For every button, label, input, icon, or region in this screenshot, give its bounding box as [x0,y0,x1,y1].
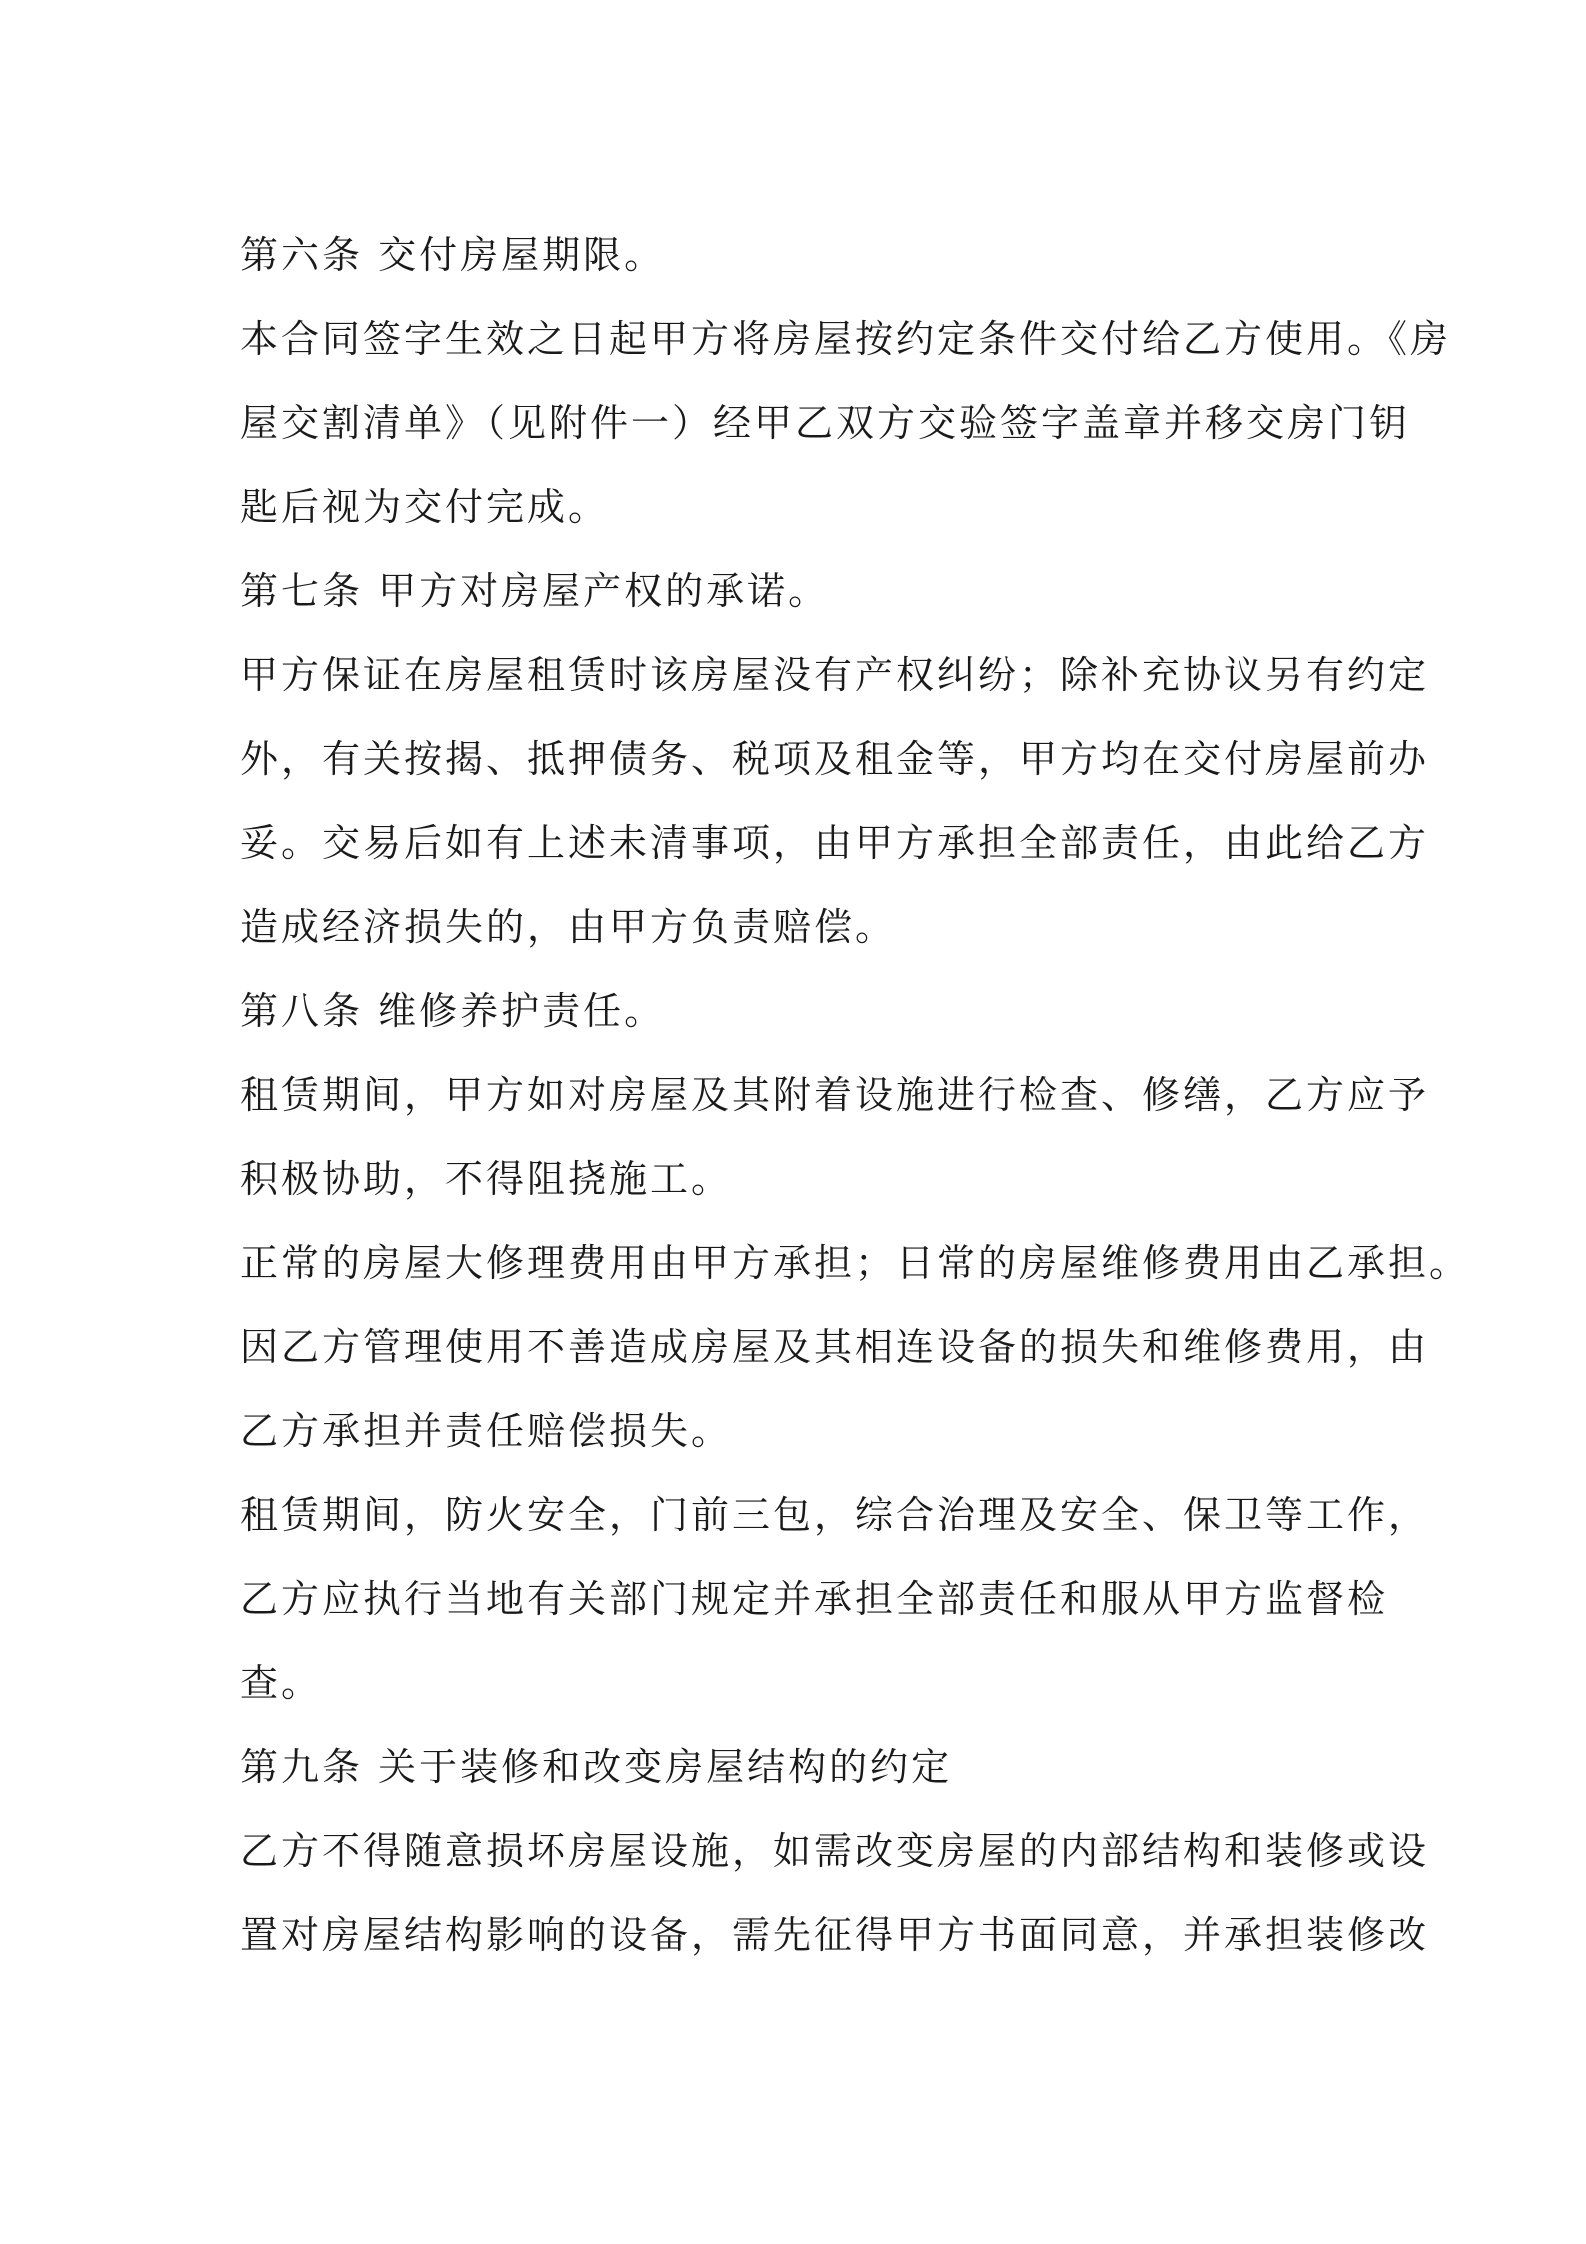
article-8-text-line-5: 乙方承担并责任赔偿损失。 [240,1409,733,1453]
article-6-text-line-1: 本合同签字生效之日起甲方将房屋按约定条件交付给乙方使用。《房 [240,317,1452,361]
article-8-text-line-4: 因乙方管理使用不善造成房屋及其相连设备的损失和维修费用，由 [240,1325,1430,1369]
article-8-text-line-7: 乙方应执行当地有关部门规定并承担全部责任和服从甲方监督检 [240,1577,1389,1621]
article-9-text-line-2: 置对房屋结构影响的设备，需先征得甲方书面同意，并承担装修改 [240,1913,1430,1957]
article-6-text-line-3: 匙后视为交付完成。 [240,485,610,529]
article-9-heading: 第九条 关于装修和改变房屋结构的约定 [240,1745,953,1789]
article-8-text-line-1: 租赁期间，甲方如对房屋及其附着设施进行检查、修缮，乙方应予 [240,1073,1430,1117]
article-8-text-line-3: 正常的房屋大修理费用由甲方承担；日常的房屋维修费用由乙承担。 [240,1241,1471,1285]
article-7-text-line-2: 外，有关按揭、抵押债务、税项及租金等，甲方均在交付房屋前办 [240,737,1430,781]
article-8-text-line-8: 查。 [240,1661,323,1705]
article-8-text-line-6: 租赁期间，防火安全，门前三包，综合治理及安全、保卫等工作， [240,1493,1430,1537]
article-7-text-line-3: 妥。交易后如有上述未清事项，由甲方承担全部责任，由此给乙方 [240,821,1430,865]
article-9-text-line-1: 乙方不得随意损坏房屋设施，如需改变房屋的内部结构和装修或设 [240,1829,1430,1873]
article-8-heading: 第八条 维修养护责任。 [240,989,666,1033]
article-7-heading: 第七条 甲方对房屋产权的承诺。 [240,569,830,613]
article-7-text-line-4: 造成经济损失的，由甲方负责赔偿。 [240,905,897,949]
article-7-text-line-1: 甲方保证在房屋租赁时该房屋没有产权纠纷；除补充协议另有约定 [240,653,1430,697]
article-6-text-line-2: 屋交割清单》（见附件一）经甲乙双方交验签字盖章并移交房门钥 [240,401,1411,445]
article-6-heading: 第六条 交付房屋期限。 [240,233,666,277]
article-8-text-line-2: 积极协助，不得阻挠施工。 [240,1157,733,1201]
